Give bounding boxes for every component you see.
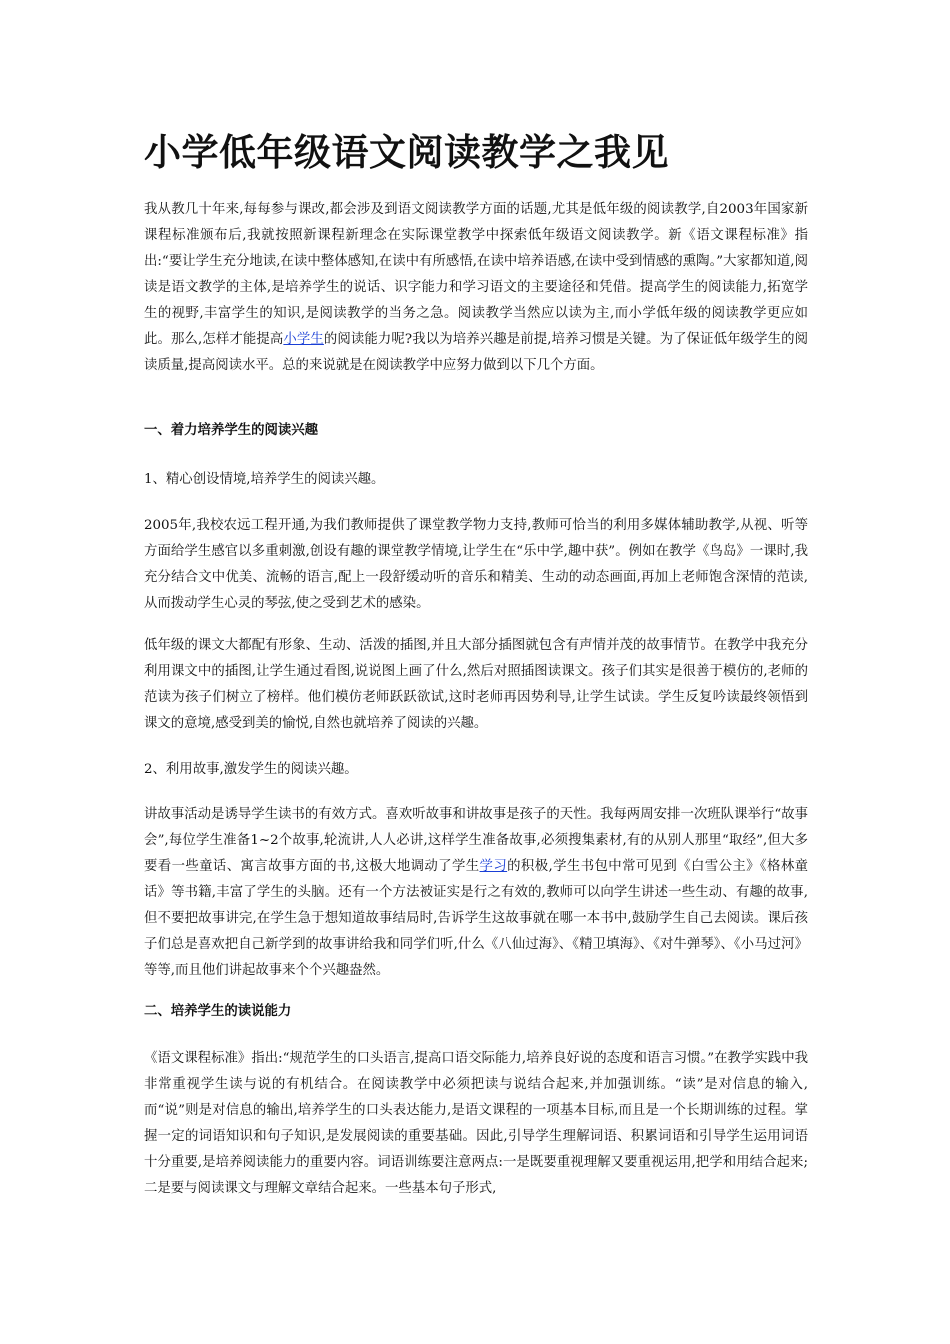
link-pupils[interactable]: 小学生: [283, 332, 324, 347]
paragraph-3-text-before-link: 讲故事活动是诱导学生读书的有效方式。喜欢听故事和讲故事是孩子的天性。我每两周安排一次班队课举行“故事会”,每位学生准备1~2个故事,轮流讲,人人必讲,这样学生准备故事,必须搜集素材,有的从别人那里“取经”,但大多要看一些童话、寓言故事方面的书,这极大地调动了学生: [144, 807, 808, 874]
intro-text-after-link: 的阅读能力呢?我以为培养兴趣是前提,培养习惯是关键。为了保证低年级学生的阅读质量,提高阅读水平。总的来说就是在阅读教学中应努力做到以下几个方面。: [144, 332, 809, 373]
section-1-heading: 一、着力培养学生的阅读兴趣: [144, 423, 319, 438]
section-1-paragraph-3: [144, 802, 808, 984]
document-title: 小学低年级语文阅读教学之我见: [144, 130, 669, 174]
section-1-subheading-1: 1、精心创设情境,培养学生的阅读兴趣。: [144, 472, 385, 487]
section-1-paragraph-2: 低年级的课文大都配有形象、生动、活泼的插图,并且大部分插图就包含有声情并茂的故事情节。在教学中我充分利用课文中的插图,让学生通过看图,说说图上画了什么,然后对照插图读课文。孩子们其实是很善于模仿的,老师的范读为孩子们树立了榜样。他们模仿老师跃跃欲试,这时老师再因势利导,让学生试读。学生反复吟读最终领悟到课文的意境,感受到美的愉悦,自然也就培养了阅读的兴趣。: [144, 638, 808, 731]
intro-paragraph: [144, 197, 808, 379]
paragraph-3-text-after-link: 的积极,学生书包中常可见到《白雪公主》《格林童话》等书籍,丰富了学生的头脑。还有一个方法被证实是行之有效的,教师可以向学生讲述一些生动、有趣的故事,但不要把故事讲完,在学生急于想知道故事结局时,告诉学生这故事就在哪一本书中,鼓励学生自己去阅读。课后孩子们总是喜欢把自己新学到的故事讲给我和同学们听,什么《八仙过海》、《精卫填海》、《对牛弹琴》、《小马过河》等等,而且他们讲起故事来个个兴趣盎然。: [144, 859, 808, 978]
section-1-paragraph-1: 2005年,我校农远工程开通,为我们教师提供了课堂教学物力支持,教师可恰当的利用多媒体辅助教学,从视、听等方面给学生感官以多重刺激,创设有趣的课堂教学情境,让学生在“乐中学,趣中获”。例如在教学《鸟岛》一课时,我充分结合文中优美、流畅的语言,配上一段舒缓动听的音乐和精美、生动的动态画面,再加上老师饱含深情的范读,从而拨动学生心灵的琴弦,使之受到艺术的感染。: [144, 518, 808, 611]
link-study[interactable]: 学习: [479, 859, 508, 874]
section-1-subheading-2: 2、利用故事,激发学生的阅读兴趣。: [144, 762, 358, 777]
section-2-heading: 二、培养学生的读说能力: [144, 1004, 292, 1019]
section-2-paragraph-1: 《语文课程标准》指出:“规范学生的口头语言,提高口语交际能力,培养良好说的态度和语言习惯。”在教学实践中我非常重视学生读与说的有机结合。在阅读教学中必须把读与说结合起来,并加强训练。“读”是对信息的输入,而“说”则是对信息的输出,培养学生的口头表达能力,是语文课程的一项基本目标,而且是一个长期训练的过程。掌握一定的词语知识和句子知识,是发展阅读的重要基础。因此,引导学生理解词语、积累词语和引导学生运用词语十分重要,是培养阅读能力的重要内容。词语训练要注意两点:一是既要重视理解又要重视运用,把学和用结合起来;二是要与阅读课文与理解文章结合起来。一些基本句子形式,: [144, 1051, 808, 1196]
intro-text-before-link: 我从教几十年来,每每参与课改,都会涉及到语文阅读教学方面的话题,尤其是低年级的阅读教学,自2003年国家新课程标准颁布后,我就按照新课程新理念在实际课堂教学中探索低年级语文阅读教学。新《语文课程标准》指出:“要让学生充分地读,在读中整体感知,在读中有所感悟,在读中培养语感,在读中受到情感的熏陶。”大家都知道,阅读是语文教学的主体,是培养学生的说话、识字能力和学习语文的主要途径和凭借。提高学生的阅读能力,拓宽学生的视野,丰富学生的知识,是阅读教学的当务之急。阅读教学当然应以读为主,而小学低年级的阅读教学更应如此。那么,怎样才能提高: [144, 202, 808, 347]
